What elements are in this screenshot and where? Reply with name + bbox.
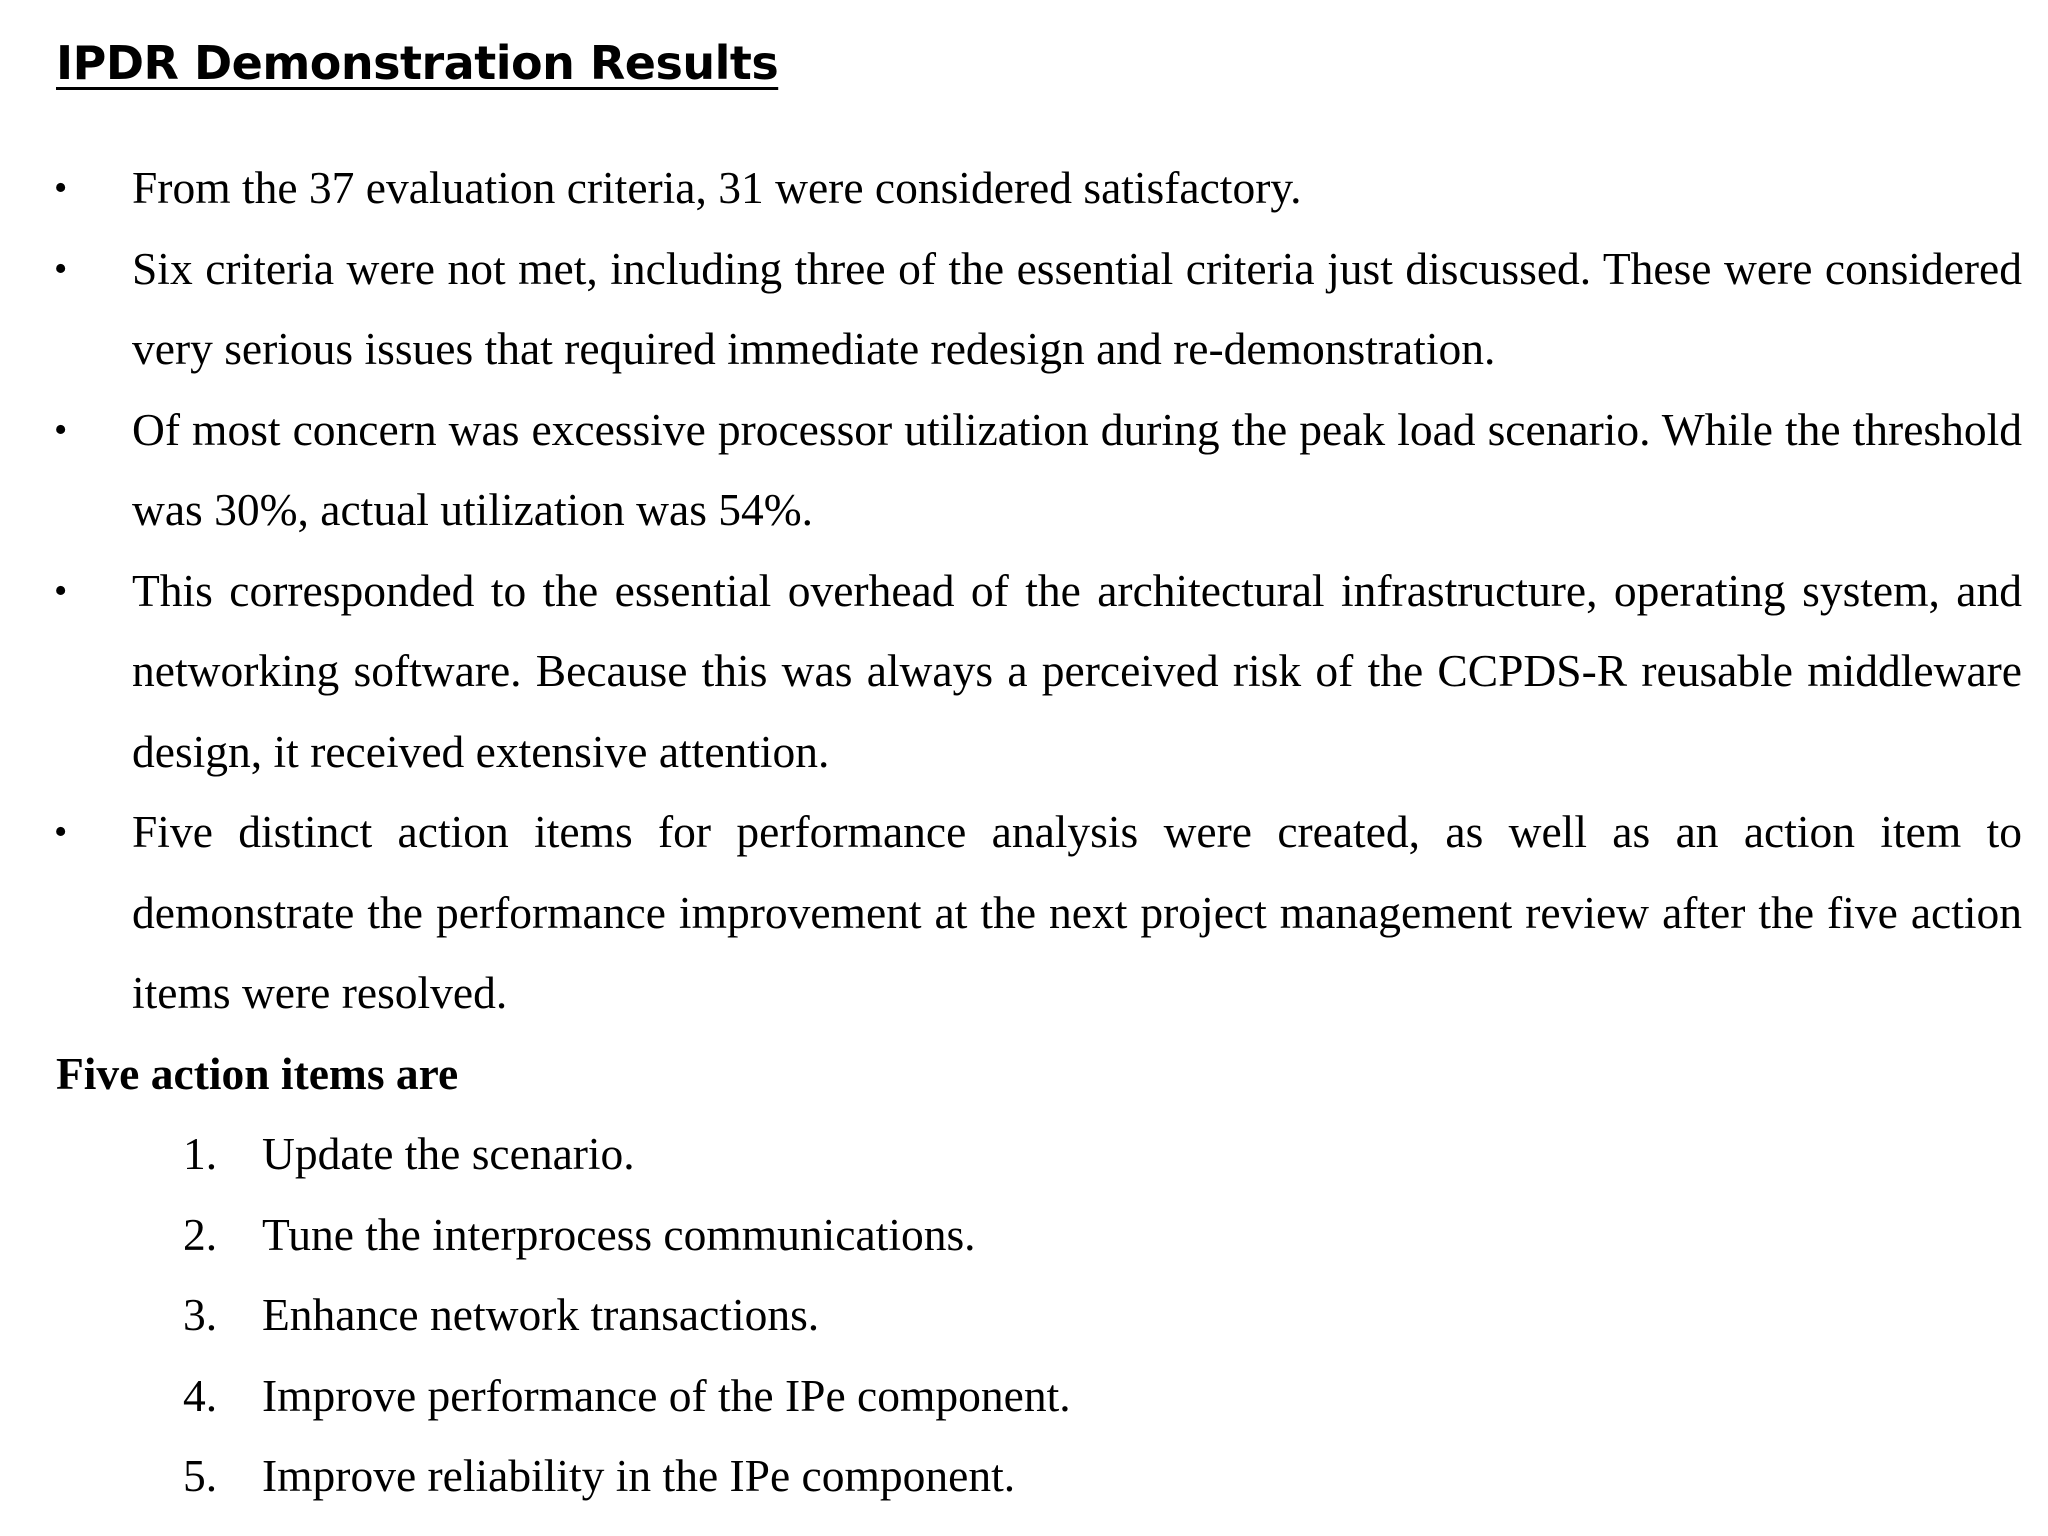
bullet-text: Six criteria were not met, including three of the essential criteria just discussed. These were considered very serious issues that required immediate redesign and re-demonstration. [132, 242, 2022, 374]
action-items-list [56, 1114, 2022, 1517]
bullet-text: Of most concern was excessive processor utilization during the peak load scenario. While the threshold was 30%, actual utilization was 54%. [132, 403, 2022, 535]
bullet-text: Five distinct action items for performance analysis were created, as well as an action item to demonstrate the performance improvement at the next project management review after the five action items were resolved. [132, 806, 2022, 1018]
bullet-marker: • [54, 167, 68, 209]
action-item-number: 4. [183, 1369, 218, 1421]
results-bullet-list [56, 148, 2022, 1034]
bullet-marker: • [54, 811, 68, 853]
bullet-marker: • [54, 247, 68, 290]
action-item [56, 1436, 2022, 1517]
bullet-text: From the 37 evaluation criteria, 31 were considered satisfactory. [132, 162, 1302, 213]
document-page [56, 28, 2022, 1517]
bullet-item [56, 390, 2022, 551]
action-item-number: 2. [183, 1208, 218, 1260]
action-item [56, 1114, 2022, 1195]
bullet-item [56, 148, 2022, 229]
action-item-text: Improve performance of the IPe component. [262, 1369, 1071, 1421]
action-item-number: 5. [183, 1450, 218, 1501]
action-item-text: Tune the interprocess communications. [262, 1208, 976, 1260]
bullet-item [56, 551, 2022, 793]
bullet-marker: • [54, 569, 68, 612]
bullet-text: This corresponded to the essential overhead of the architectural infrastructure, operating system, and networking software. Because this was always a perceived risk of the CCPDS-R reusable middleware design, it received extensive attention. [132, 564, 2022, 777]
bullet-item [56, 792, 2022, 1034]
action-item-text: Enhance network transactions. [262, 1289, 820, 1340]
action-item [56, 1195, 2022, 1276]
action-item [56, 1356, 2022, 1437]
page-title: IPDR Demonstration Results [56, 36, 779, 90]
action-items-heading: Five action items are [56, 1047, 459, 1099]
action-item [56, 1275, 2022, 1356]
bullet-marker: • [54, 408, 68, 451]
action-item-text: Improve reliability in the IPe component. [262, 1450, 1016, 1501]
action-item-number: 1. [183, 1128, 218, 1179]
action-item-number: 3. [183, 1289, 218, 1340]
bullet-item [56, 229, 2022, 390]
action-item-text: Update the scenario. [262, 1128, 635, 1179]
